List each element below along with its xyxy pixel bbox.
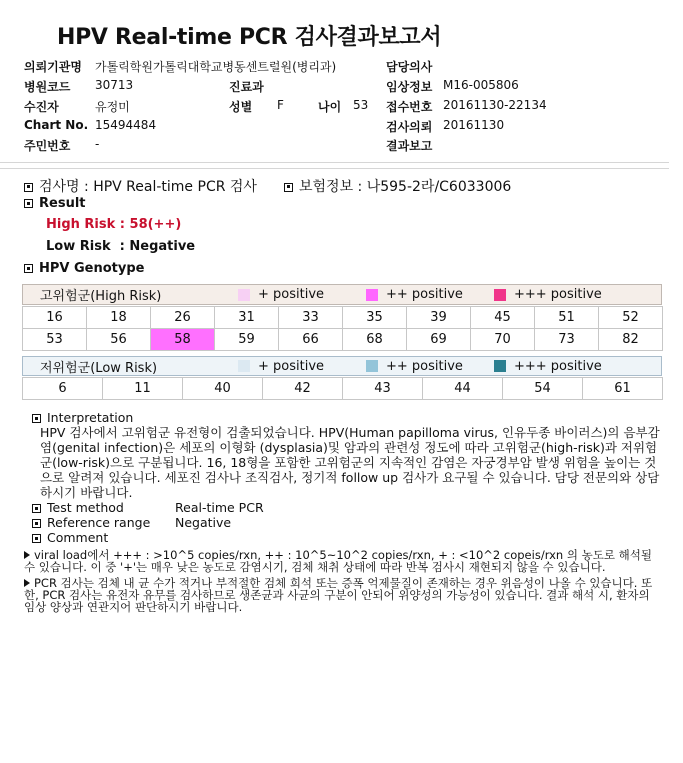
resident-no-label: 주민번호: [24, 139, 71, 153]
sex-value: F: [277, 98, 284, 112]
comment-item: [24, 549, 662, 573]
patient-value: 유정미: [95, 100, 130, 114]
low-legend-plus: [238, 359, 366, 374]
legend-text-plusplus: ++ positive: [386, 287, 463, 302]
report-title: HPV Real-time PCR 검사결과보고서: [57, 25, 442, 50]
high_risk-cell: 16: [23, 307, 87, 329]
chart-no-value: 15494484: [95, 118, 157, 132]
high_risk-cell: 35: [343, 307, 407, 329]
age-value: 53: [353, 98, 369, 112]
high_risk-cell: 45: [471, 307, 535, 329]
high_risk-row: [23, 307, 663, 329]
legend-plus: [238, 287, 366, 302]
legend-plusplus: [366, 287, 494, 302]
high-risk-legend-bar: [22, 284, 662, 305]
high_risk-cell: 26: [151, 307, 215, 329]
comment-text: viral load에서 +++ : >10^5 copies/rxn, ++ : 10^5~10^2 copies/rxn, + : <10^2 copeis/rxn 의 농도로 해석될 수 있습니다. 이 중 '+'는 매우 낮은 농도로 감염시기, 검체 채취 상태에 따라 반복 검사시 재현되지 않을 수 있습니다.: [24, 548, 652, 574]
result-title: Result: [39, 196, 86, 211]
high-risk-group-label: 고위험군(High Risk): [40, 289, 162, 304]
low-legend-plusplus: [366, 359, 494, 374]
clinical-info-value: M16-005806: [443, 78, 519, 92]
insurance-text: 보험정보 : 나595-2라/C6033006: [299, 179, 512, 195]
patient-label: 수진자: [24, 100, 59, 114]
high_risk-cell: 58: [151, 329, 215, 351]
reference-range-label: Reference range: [47, 515, 151, 530]
low_risk-cell: 6: [23, 378, 103, 400]
high_risk-cell: 70: [471, 329, 535, 351]
low-legend-plusplusplus: [494, 359, 622, 374]
test-method-value: Real-time PCR: [175, 500, 264, 515]
test-name: [24, 176, 257, 196]
institution-value: 가톨릭학원가톨릭대학교병동센트럴원(병리과): [95, 60, 337, 74]
high_risk-cell: 82: [599, 329, 663, 351]
legend-chip-plus: [238, 289, 250, 301]
low-risk-genotype-table: [22, 377, 663, 400]
insurance-info: [284, 176, 511, 196]
low-legend-chip-plus: [238, 360, 250, 372]
high_risk-cell: 52: [599, 307, 663, 329]
doctor-label: 담당의사: [386, 60, 433, 74]
low_risk-cell: 42: [263, 378, 343, 400]
high_risk-cell: 51: [535, 307, 599, 329]
low-legend-chip-plusplusplus: [494, 360, 506, 372]
legend-chip-plusplus: [366, 289, 378, 301]
low-legend-text-plusplus: ++ positive: [386, 358, 463, 374]
interpretation-title: Interpretation: [47, 410, 134, 425]
receipt-no-value: 20161130-22134: [443, 98, 547, 112]
sex-label: 성별: [229, 100, 253, 114]
legend-plusplusplus: [494, 287, 622, 302]
request-date-label: 검사의뢰: [386, 120, 433, 134]
legend-chip-plusplusplus: [494, 289, 506, 301]
genotype-heading: [24, 261, 144, 276]
interpretation-heading: [32, 410, 662, 425]
institution-label: 의뢰기관명: [24, 60, 82, 74]
age-label: 나이: [318, 100, 342, 114]
test-method-row: [32, 500, 662, 515]
comment-item: [24, 577, 662, 613]
hospital-code-value: 30713: [95, 78, 134, 92]
low-legend-text-plusplusplus: +++ positive: [514, 358, 602, 374]
chart-no-label: Chart No.: [24, 118, 89, 132]
low-risk-group-label: 저위험군(Low Risk): [40, 360, 158, 376]
interpretation-text: HPV 검사에서 고위험군 유전형이 검출되었습니다. HPV(Human papilloma virus, 인유두종 바이러스)의 음부감염(genital infection)은 세포의 이형화 (dysplasia)및 암과의 관련성 정도에 따라 고위험군(high-risk)과 저위험군(low-risk)으로 구분됩니다. 16, 18형을 포함한 고위험군의 지속적인 감염은 자궁경부암 발생 위험을 높이는 것으로 알려져 있습니다. 세포진 검사나 조직검사, 정기적 follow up 검사가 요구될 수 있습니다. 담당 전문의와 상담하시기 바랍니다.: [40, 425, 660, 500]
genotype-title: HPV Genotype: [39, 261, 145, 276]
low-risk-result: Low Risk : Negative: [46, 239, 196, 254]
high_risk-cell: 31: [215, 307, 279, 329]
header-divider-2: [0, 168, 669, 169]
low-legend-text-plus: + positive: [258, 358, 325, 374]
low_risk-cell: 40: [183, 378, 263, 400]
low-legend-chip-plusplus: [366, 360, 378, 372]
low_risk-cell: 54: [503, 378, 583, 400]
report-label: 결과보고: [386, 139, 433, 153]
low-risk-legend-bar: [22, 356, 662, 376]
high_risk-cell: 59: [215, 329, 279, 351]
comment-heading: [32, 530, 662, 545]
high_risk-cell: 56: [87, 329, 151, 351]
high-risk-result: High Risk : 58(++): [46, 217, 182, 232]
comment-label: Comment: [47, 530, 109, 545]
low_risk-cell: 11: [103, 378, 183, 400]
resident-no-value: -: [95, 137, 100, 151]
low_risk-row: [23, 378, 663, 400]
high_risk-cell: 33: [279, 307, 343, 329]
high_risk-cell: 68: [343, 329, 407, 351]
reference-range-row: [32, 515, 662, 530]
interpretation-section: [24, 410, 662, 614]
hospital-code-label: 병원코드: [24, 80, 71, 94]
low_risk-cell: 61: [583, 378, 663, 400]
test-method-label: Test method: [47, 500, 124, 515]
high_risk-cell: 39: [407, 307, 471, 329]
test-name-text: 검사명 : HPV Real-time PCR 검사: [39, 179, 257, 195]
reference-range-value: Negative: [175, 515, 232, 530]
legend-text-plusplusplus: +++ positive: [514, 287, 602, 302]
department-label: 진료과: [229, 80, 264, 94]
high_risk-cell: 69: [407, 329, 471, 351]
comment-text: PCR 검사는 검체 내 균 수가 적거나 부적절한 검체 희석 또는 증폭 억제물질이 존재하는 경우 위음성이 나올 수 있습니다. 또한, PCR 검사는 유전자 유무를 검사하므로 생존균과 사균의 구분이 안되어 위양성의 가능성이 있습니다. 결과 해석 시, 환자의 임상 양상과 연관지어 판단하시기 바랍니다.: [24, 576, 653, 614]
high_risk-cell: 66: [279, 329, 343, 351]
header-divider: [0, 162, 669, 163]
low_risk-cell: 44: [423, 378, 503, 400]
high_risk-cell: 73: [535, 329, 599, 351]
low_risk-cell: 43: [343, 378, 423, 400]
request-date-value: 20161130: [443, 118, 505, 132]
high_risk-cell: 53: [23, 329, 87, 351]
high-risk-genotype-table: [22, 306, 663, 351]
high_risk-cell: 18: [87, 307, 151, 329]
result-heading: [24, 196, 86, 211]
legend-text-plus: + positive: [258, 287, 325, 302]
clinical-info-label: 임상정보: [386, 80, 433, 94]
receipt-no-label: 접수번호: [386, 100, 433, 114]
high_risk-row: [23, 329, 663, 351]
